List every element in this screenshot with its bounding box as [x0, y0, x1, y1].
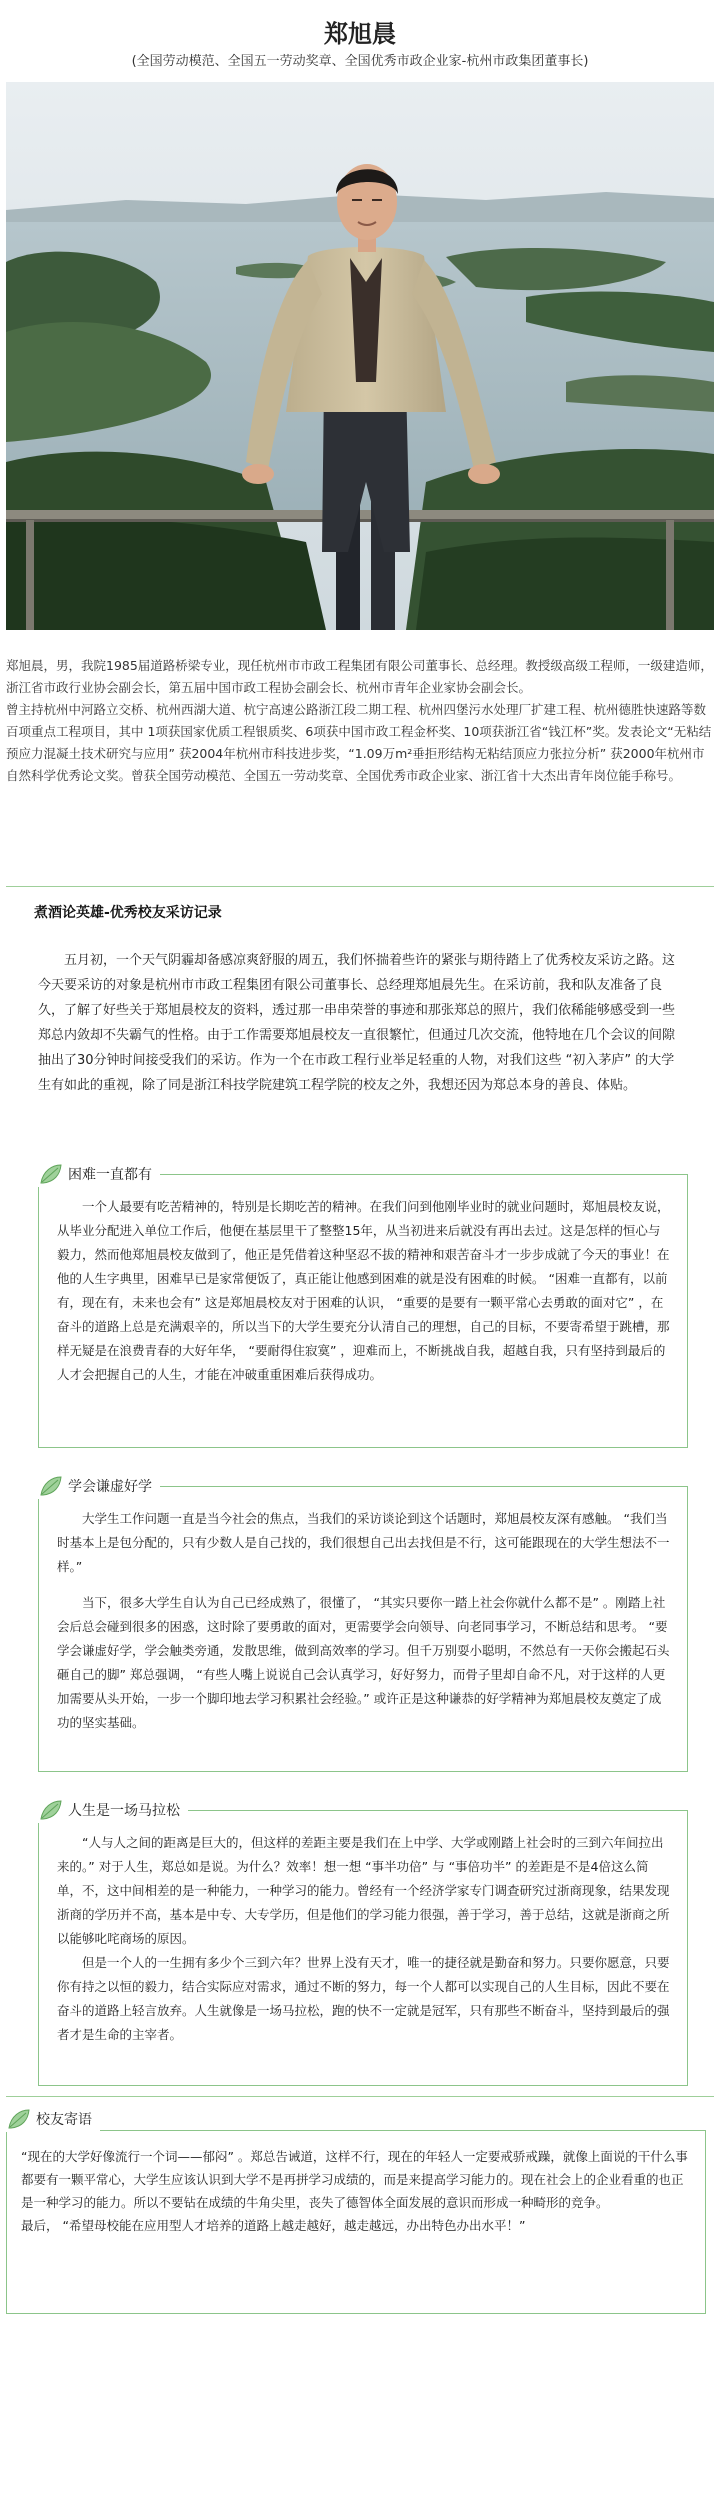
bio: [6, 655, 714, 787]
section-title: 人生是一场马拉松: [68, 1803, 180, 1819]
section-tag: [36, 1473, 160, 1499]
section-tag: [36, 1161, 160, 1187]
bio-paragraph: 郑旭晨，男，我院1985届道路桥梁专业，现任杭州市市政工程集团有限公司董事长、总经理。教授级高级工程师，一级建造师，浙江省市政行业协会副会长，第五届中国市政工程协会副会长、杭州市青年企业家协会副会长。: [6, 658, 713, 695]
section-paragraph: 一个人最要有吃苦精神的，特别是长期吃苦的精神。在我们问到他刚毕业时的就业问题时，郑旭晨校友说，从毕业分配进入单位工作后，他便在基层里干了整整15年，从当初进来后就没有再出去过。这是怎样的恒心与毅力，然而他郑旭晨校友做到了，他正是凭借着这种坚忍不拔的精神和艰苦奋斗才一步步成就了今天的事业！在他的人生字典里，困难早已是家常便饭了，真正能让他感到困难的就是没有困难的时候。 “困难一直都有，以前有，现在有，未来也会有” 这是郑旭晨校友对于困难的认识， “重要的是要有一颗平常心去勇敢的面对它” ，在奋斗的道路上总是充满艰辛的，所以当下的大学生要充分认清自己的理想，自己的目标，不要寄希望于跳槽，那样无疑是在浪费青春的大好年华， “要耐得住寂寞” ，迎难而上，不断挑战自我，超越自我，只有坚持到最后的人才会把握自己的人生，才能在冲破重重困难后获得成功。: [57, 1199, 670, 1382]
leaf-icon: [38, 1474, 64, 1498]
leaf-icon: [38, 1162, 64, 1186]
divider: [6, 2096, 714, 2097]
bio-paragraph: 曾主持杭州中河路立交桥、杭州西湖大道、杭宁高速公路浙江段二期工程、杭州四堡污水处理厂扩建工程、杭州德胜快速路等数百项重点工程项目，其中 1项获国家优质工程银质奖、6项获中国市政工程金杯奖、10项获浙江省“钱江杯”奖。发表论文“无粘结预应力混凝土技术研究与应用” 获2004年杭州市科技进步奖，“1.09万m²垂拒形结构无粘结顶应力张拉分析” 获2000年杭州市自然科学优秀论文奖。曾获全国劳动模范、全国五一劳动奖章、全国优秀市政企业家、浙江省十大杰出青年岗位能手称号。: [6, 702, 712, 783]
section-box-marathon: [38, 1810, 688, 2086]
leaf-icon: [6, 2107, 32, 2131]
section-title: 困难一直都有: [68, 1167, 152, 1183]
person-titles: (全国劳动模范、全国五一劳动奖章、全国优秀市政企业家-杭州市政集团董事长): [131, 54, 589, 69]
intro-paragraph: 五月初，一个天气阴霾却备感凉爽舒服的周五，我们怀揣着些许的紧张与期待踏上了优秀校友采访之路。这今天要采访的对象是杭州市市政工程集团有限公司董事长、总经理郑旭晨先生。在采访前，我和队友准备了良久，了解了好些关于郑旭晨校友的资料，透过那一串串荣誉的事迹和那张郑总的照片，我们依稀能够感受到一些郑总内敛却不失霸气的性格。由于工作需要郑旭晨校友一直很繁忙，但通过几次交流，他特地在几个会议的间隙抽出了30分钟时间接受我们的采访。作为一个在市政工程行业举足轻重的人物，对我们这些 “初入茅庐” 的大学生有如此的重视，除了同是浙江科技学院建筑工程学院的校友之外，我想还因为郑总本身的善良、体贴。: [38, 953, 676, 1093]
divider: [6, 886, 714, 887]
article-title: 煮酒论英雄-优秀校友采访记录: [34, 905, 222, 921]
section-box-humility: [38, 1486, 688, 1772]
section-title: 学会谦虚好学: [68, 1479, 152, 1495]
portrait-photo: [6, 82, 714, 630]
closing-title: 校友寄语: [36, 2112, 92, 2128]
section-box-difficulty: [38, 1174, 688, 1448]
article-intro: [38, 948, 684, 1098]
closing-box: [6, 2130, 706, 2314]
section-tag: [4, 2106, 100, 2132]
person-name: 郑旭晨: [324, 20, 396, 48]
section-paragraph: 当下，很多大学生自认为自己已经成熟了，很懂了， “其实只要你一踏上社会你就什么都不是” 。刚踏上社会后总会碰到很多的困惑，这时除了要勇敢的面对，更需要学会向领导、向老同事学习，不断总结和思考。 “要学会谦虚好学，学会触类旁通，发散思维，做到高效率的学习。但千万别耍小聪明，不然总有一天你会搬起石头砸自己的脚” 郑总强调， “有些人嘴上说说自己会认真学习，好好努力，而骨子里却自命不凡，对于这样的人更加需要从头开始，一步一个脚印地去学习积累社会经验。” 或许正是这种谦恭的好学精神为郑旭晨校友奠定了成功的坚实基础。: [57, 1595, 670, 1730]
section-paragraph: “人与人之间的距离是巨大的，但这样的差距主要是我们在上中学、大学或刚踏上社会时的三到六年间拉出来的。” 对于人生，郑总如是说。为什么？效率！想一想 “事半功倍” 与 “事倍功半” 的差距是不是4倍这么简单，不，这中间相差的是一种能力，一种学习的能力。曾经有一个经济学家专门调查研究过浙商现象，结果发现浙商的学历并不高，基本是中专、大专学历，但是他们的学习能力很强，善于学习，善于总结，这就是浙商之所以能够叱咤商场的原因。: [57, 1835, 670, 1946]
closing-paragraph: 最后， “希望母校能在应用型人才培养的道路上越走越好，越走越远，办出特色办出水平！”: [21, 2218, 526, 2233]
leaf-icon: [38, 1798, 64, 1822]
closing-paragraph: “现在的大学好像流行一个词——郁闷” 。郑总告诫道，这样不行，现在的年轻人一定要戒骄戒躁，就像上面说的干什么事都要有一颗平常心，大学生应该认识到大学不是再拼学习成绩的，而是来提高学习能力的。现在社会上的企业看重的也正是一种学习的能力。所以不要钻在成绩的牛角尖里，丧失了德智体全面发展的意识而形成一种畸形的竞争。: [21, 2149, 688, 2210]
section-paragraph: 但是一个人的一生拥有多少个三到六年？世界上没有天才，唯一的捷径就是勤奋和努力。只要你愿意，只要你有持之以恒的毅力，结合实际应对需求，通过不断的努力，每一个人都可以实现自己的人生目标，因此不要在奋斗的道路上轻言放弃。人生就像是一场马拉松，跑的快不一定就是冠军，只有那些不断奋斗，坚持到最后的强者才是生命的主宰者。: [57, 1955, 670, 2042]
section-tag: [36, 1797, 188, 1823]
section-paragraph: 大学生工作问题一直是当今社会的焦点，当我们的采访谈论到这个话题时，郑旭晨校友深有感触。 “我们当时基本上是包分配的，只有少数人是自己找的，我们很想自己出去找但是不行，这可能跟现在的大学生想法不一样。”: [57, 1511, 670, 1574]
